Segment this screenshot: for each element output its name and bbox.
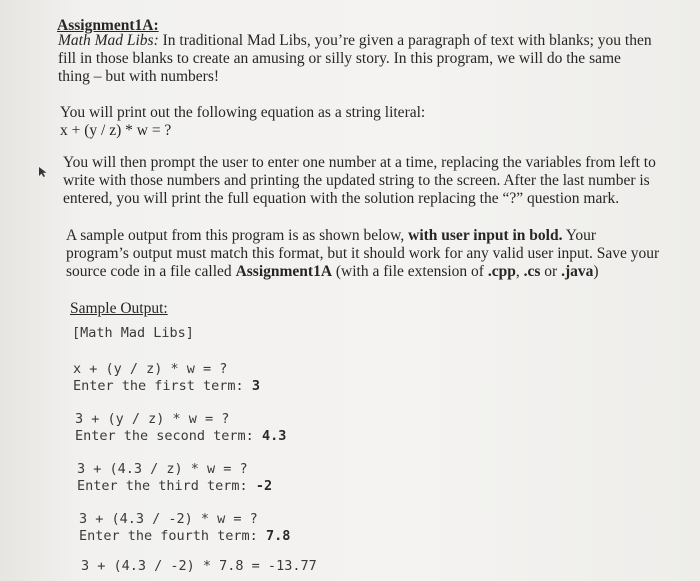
intro-title: Math Mad Libs: [58, 32, 159, 49]
step-2-prompt-line [75, 428, 286, 445]
intro-paragraph [58, 32, 652, 86]
print-line-1: You will print out the following equation as a string literal: [60, 104, 426, 121]
prompt-line-1: You will then prompt the user to enter one number at a time, replacing the variables from left to [63, 154, 656, 171]
prompt-paragraph [63, 154, 656, 208]
ext-cs: .cs [523, 263, 541, 280]
prompt-line-3: entered, you will print the full equation with the solution replacing the “?” question mark. [63, 190, 620, 207]
intro-line-2: fill in those blanks to create an amusing or silly story. In this program, we will do the same [58, 50, 621, 67]
step-1-input: 3 [251, 378, 260, 394]
sample-line-3 [66, 263, 656, 281]
sample-header: [Math Mad Libs] [72, 325, 194, 341]
print-paragraph [60, 104, 425, 140]
sample-line-3g: or [540, 263, 562, 280]
step-2-input: 4.3 [261, 428, 287, 444]
step-4-prompt-line [79, 528, 290, 545]
sample-line-1c: Your [562, 227, 597, 244]
ext-cpp: .cpp [487, 263, 516, 280]
sample-line-3a: source code in a file called [66, 263, 236, 280]
step-4-prompt: Enter the fourth term: [79, 528, 266, 544]
final-result: 3 + (4.3 / -2) * 7.8 = -13.77 [81, 558, 317, 574]
step-3-prompt-line [77, 478, 272, 495]
step-4-equation: 3 + (4.3 / -2) * w = ? [79, 511, 258, 527]
file-name: Assignment1A [235, 263, 333, 280]
intro-line-1-text: In traditional Mad Libs, you’re given a paragraph of text with blanks; you then [158, 32, 652, 49]
intro-line-1 [58, 32, 652, 50]
step-2-prompt: Enter the second term: [75, 428, 262, 444]
step-4-input: 7.8 [265, 528, 291, 544]
sample-paragraph [66, 227, 660, 281]
step-2-equation: 3 + (y / z) * w = ? [75, 411, 230, 427]
print-equation: x + (y / z) * w = ? [60, 122, 172, 139]
sample-line-3c: (with a file extension of [332, 263, 488, 280]
sample-line-3e: , [515, 263, 524, 280]
step-3-prompt: Enter the third term: [77, 478, 256, 494]
sample-line-1 [66, 227, 656, 245]
step-1-prompt-line [73, 378, 260, 395]
intro-line-3: thing – but with numbers! [58, 68, 220, 85]
sample-output-label: Sample Output: [70, 300, 168, 317]
sample-line-3i: ) [593, 263, 599, 280]
prompt-line-2: write with those numbers and printing the updated string to the screen. After the last number is [63, 172, 650, 189]
step-1-equation: x + (y / z) * w = ? [73, 361, 228, 377]
ext-java: .java [561, 263, 594, 280]
step-3-input: -2 [255, 478, 273, 494]
mouse-pointer-icon [38, 166, 48, 182]
sample-line-2: program’s output must match this format, but it should work for any valid user input. Save your [66, 245, 660, 262]
step-1-prompt: Enter the first term: [73, 378, 252, 394]
step-3-equation: 3 + (4.3 / z) * w = ? [77, 461, 248, 477]
sample-line-1a: A sample output from this program is as shown below, [66, 227, 409, 244]
assignment-heading: Assignment1A: [57, 17, 159, 34]
sample-line-1b: with user input in bold. [408, 227, 563, 244]
